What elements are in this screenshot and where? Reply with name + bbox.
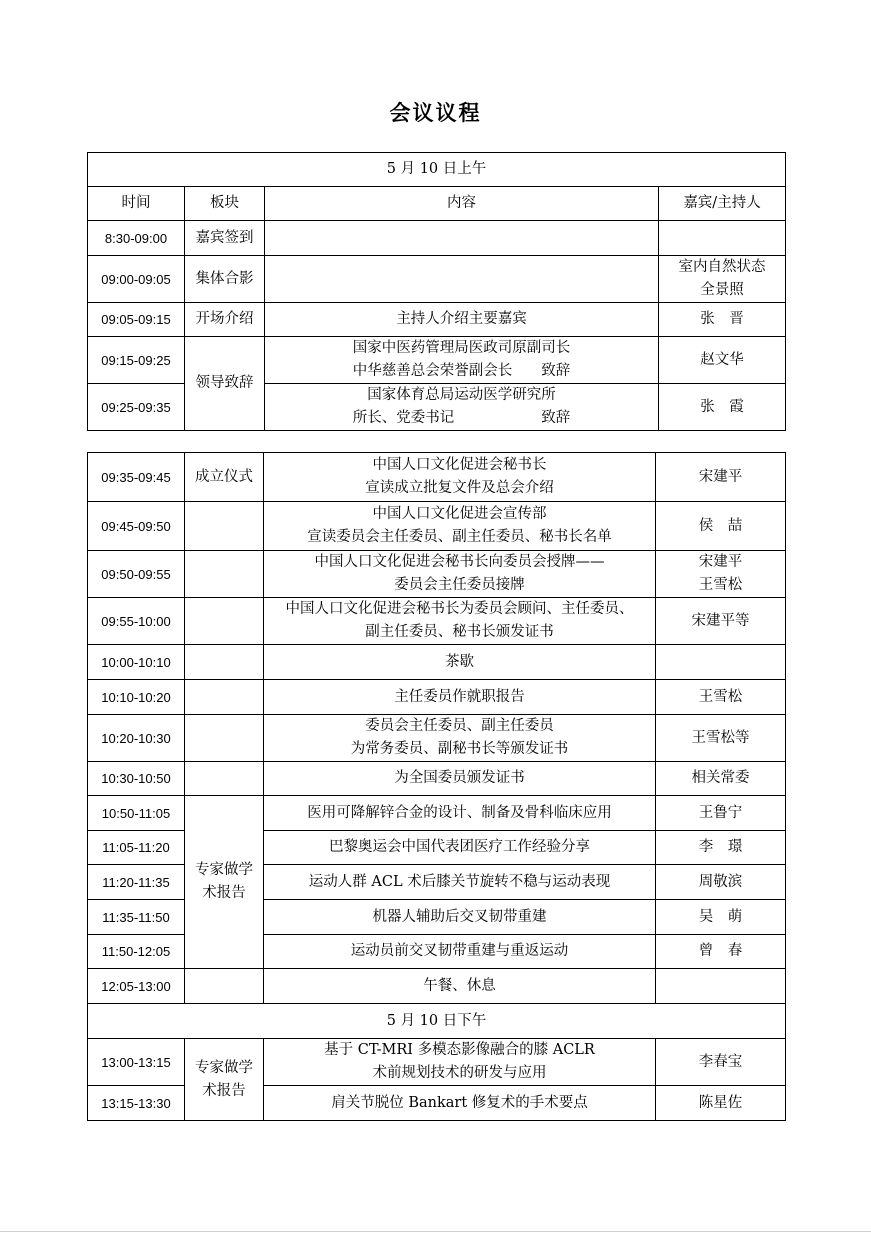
column-header-time: 时间 (88, 187, 185, 221)
content-line: 基于 CT-MRI 多模态影像融合的膝 ACLR (324, 1042, 595, 1058)
content-cell (264, 715, 656, 762)
section-cell (185, 762, 264, 796)
content-cell (264, 865, 656, 900)
host-line: 王雪松 (698, 577, 743, 593)
page-bottom-divider (0, 1231, 871, 1232)
section-cell: 领导致辞 (185, 337, 265, 431)
content-cell (264, 762, 656, 796)
content-line: 中华慈善总会荣誉副会长 致辞 (352, 363, 571, 379)
content-line: 宣读委员会主任委员、副主任委员、秘书长名单 (307, 529, 612, 545)
content-line: 午餐、休息 (423, 977, 496, 994)
time-cell: 10:30-10:50 (88, 762, 185, 796)
section-cell (185, 502, 264, 551)
content-cell (264, 1039, 656, 1086)
time-cell: 09:55-10:00 (88, 598, 185, 645)
content-line: 中国人口文化促进会宣传部 (372, 506, 547, 522)
table-row (88, 598, 786, 645)
host-cell (656, 831, 786, 865)
host-line: 赵文华 (700, 351, 744, 368)
content-line: 医用可降解锌合金的设计、制备及骨科临床应用 (307, 804, 612, 821)
content-line: 运动人群 ACL 术后膝关节旋转不稳与运动表现 (308, 873, 611, 890)
host-line: 李 璟 (698, 839, 743, 855)
column-header-section: 板块 (185, 187, 265, 221)
time-cell: 09:50-09:55 (88, 551, 185, 598)
host-line: 宋建平 (698, 468, 743, 485)
time-cell: 11:50-12:05 (88, 935, 185, 969)
table-row (88, 680, 786, 715)
section-cell (185, 551, 264, 598)
host-line: 李春宝 (698, 1053, 743, 1070)
table-row (88, 762, 786, 796)
section-label: 专家做学术报告 (195, 1059, 253, 1099)
host-cell (659, 303, 786, 337)
content-line: 术前规划技术的研发与应用 (372, 1065, 547, 1081)
host-cell (656, 1086, 786, 1121)
column-header-row (88, 187, 786, 221)
section-cell (185, 715, 264, 762)
section-cell (185, 645, 264, 680)
table-row (88, 1039, 786, 1086)
content-line: 主持人介绍主要嘉宾 (396, 311, 527, 327)
content-line: 国家体育总局运动医学研究所 (367, 387, 556, 403)
content-line: 所长、党委书记 致辞 (352, 410, 571, 426)
content-cell (264, 969, 656, 1004)
content-line: 主任委员作就职报告 (394, 688, 525, 705)
host-line: 侯 喆 (698, 517, 743, 534)
content-line: 中国人口文化促进会秘书长向委员会授牌—— (314, 554, 605, 570)
content-line: 中国人口文化促进会秘书长为委员会顾问、主任委员、 (285, 601, 634, 617)
section-cell: 集体合影 (185, 256, 265, 303)
host-cell (656, 645, 786, 680)
content-cell (265, 303, 659, 337)
time-cell: 09:45-09:50 (88, 502, 185, 551)
column-header-host: 嘉宾/主持人 (659, 187, 786, 221)
host-cell (656, 969, 786, 1004)
host-cell (659, 384, 786, 431)
host-cell (656, 551, 786, 598)
section-cell (185, 796, 264, 969)
content-line: 委员会主任委员接牌 (394, 577, 525, 593)
table-row (88, 796, 786, 831)
table-row (88, 337, 786, 384)
content-cell (265, 221, 659, 256)
host-cell (656, 502, 786, 551)
time-cell: 09:05-09:15 (88, 303, 185, 337)
content-line: 机器人辅助后交叉韧带重建 (372, 908, 547, 925)
section-cell (185, 598, 264, 645)
content-cell (264, 1086, 656, 1121)
content-line: 宣读成立批复文件及总会介绍 (365, 480, 554, 496)
content-line: 巴黎奥运会中国代表团医疗工作经验分享 (329, 839, 590, 855)
host-line: 宋建平 (698, 554, 743, 570)
content-cell (264, 645, 656, 680)
content-line: 委员会主任委员、副主任委员 (365, 718, 554, 734)
time-cell: 11:05-11:20 (88, 831, 185, 865)
host-line: 全景照 (700, 282, 744, 298)
host-cell (656, 598, 786, 645)
table-row (88, 645, 786, 680)
content-cell (264, 680, 656, 715)
time-cell: 10:10-10:20 (88, 680, 185, 715)
content-line: 中国人口文化促进会秘书长 (372, 457, 547, 473)
content-cell (265, 337, 659, 384)
host-line: 王鲁宁 (698, 804, 743, 821)
content-cell (264, 900, 656, 935)
host-cell (659, 337, 786, 384)
table-row (88, 256, 786, 303)
section-cell: 成立仪式 (185, 453, 264, 502)
section-cell (185, 1039, 264, 1121)
time-cell: 09:35-09:45 (88, 453, 185, 502)
table-row (88, 453, 786, 502)
page-title: 会议议程 (389, 100, 482, 125)
host-line: 张 霞 (700, 398, 744, 415)
content-line: 国家中医药管理局医政司原副司长 (352, 340, 571, 356)
content-line: 运动员前交叉韧带重建与重返运动 (350, 943, 569, 959)
time-cell: 10:50-11:05 (88, 796, 185, 831)
section-cell (185, 969, 264, 1004)
column-header-content: 内容 (265, 187, 659, 221)
time-cell: 8:30-09:00 (88, 221, 185, 256)
day-header: 5 月 10 日上午 (88, 153, 786, 187)
content-line: 为全国委员颁发证书 (394, 770, 525, 786)
host-cell (656, 1039, 786, 1086)
time-cell: 11:35-11:50 (88, 900, 185, 935)
host-cell (656, 715, 786, 762)
host-cell (659, 256, 786, 303)
content-line: 肩关节脱位 Bankart 修复术的手术要点 (331, 1094, 588, 1111)
section-label: 专家做学术报告 (195, 862, 253, 901)
section-cell (185, 680, 264, 715)
content-cell (265, 384, 659, 431)
agenda-table-continued (87, 452, 786, 1121)
content-line: 为常务委员、副秘书长等颁发证书 (350, 741, 569, 757)
host-cell (656, 762, 786, 796)
host-line: 王雪松等 (691, 729, 750, 746)
time-cell: 10:00-10:10 (88, 645, 185, 680)
host-line: 吴 萌 (698, 908, 743, 925)
content-line: 茶歇 (445, 653, 474, 670)
table-row (88, 502, 786, 551)
section-cell: 嘉宾签到 (185, 221, 265, 256)
host-line: 张 晋 (700, 311, 744, 327)
content-cell (264, 551, 656, 598)
time-cell: 11:20-11:35 (88, 865, 185, 900)
content-cell (264, 796, 656, 831)
host-line: 王雪松 (698, 688, 743, 705)
content-cell (264, 598, 656, 645)
time-cell: 09:15-09:25 (88, 337, 185, 384)
host-cell (656, 796, 786, 831)
table-row (88, 969, 786, 1004)
time-cell: 12:05-13:00 (88, 969, 185, 1004)
time-cell: 13:15-13:30 (88, 1086, 185, 1121)
host-line: 曾 春 (698, 943, 743, 959)
host-line: 宋建平等 (691, 612, 750, 629)
table-row (88, 715, 786, 762)
content-cell (264, 502, 656, 551)
host-cell (656, 935, 786, 969)
time-cell: 13:00-13:15 (88, 1039, 185, 1086)
section-cell: 开场介绍 (185, 303, 265, 337)
table-row (88, 303, 786, 337)
content-cell (264, 831, 656, 865)
content-line: 副主任委员、秘书长颁发证书 (365, 624, 554, 640)
host-cell (656, 453, 786, 502)
host-cell (656, 900, 786, 935)
content-cell (264, 453, 656, 502)
host-line: 周敬滨 (698, 873, 743, 890)
host-line: 相关常委 (691, 770, 750, 786)
host-line: 室内自然状态 (678, 259, 766, 275)
host-cell (659, 221, 786, 256)
day-header: 5 月 10 日下午 (88, 1004, 786, 1039)
time-cell: 09:00-09:05 (88, 256, 185, 303)
content-cell (265, 256, 659, 303)
content-cell (264, 935, 656, 969)
time-cell: 10:20-10:30 (88, 715, 185, 762)
time-cell: 09:25-09:35 (88, 384, 185, 431)
host-line: 陈星佐 (698, 1094, 743, 1111)
host-cell (656, 680, 786, 715)
table-row (88, 221, 786, 256)
table-row (88, 551, 786, 598)
agenda-table-morning (87, 152, 786, 431)
host-cell (656, 865, 786, 900)
